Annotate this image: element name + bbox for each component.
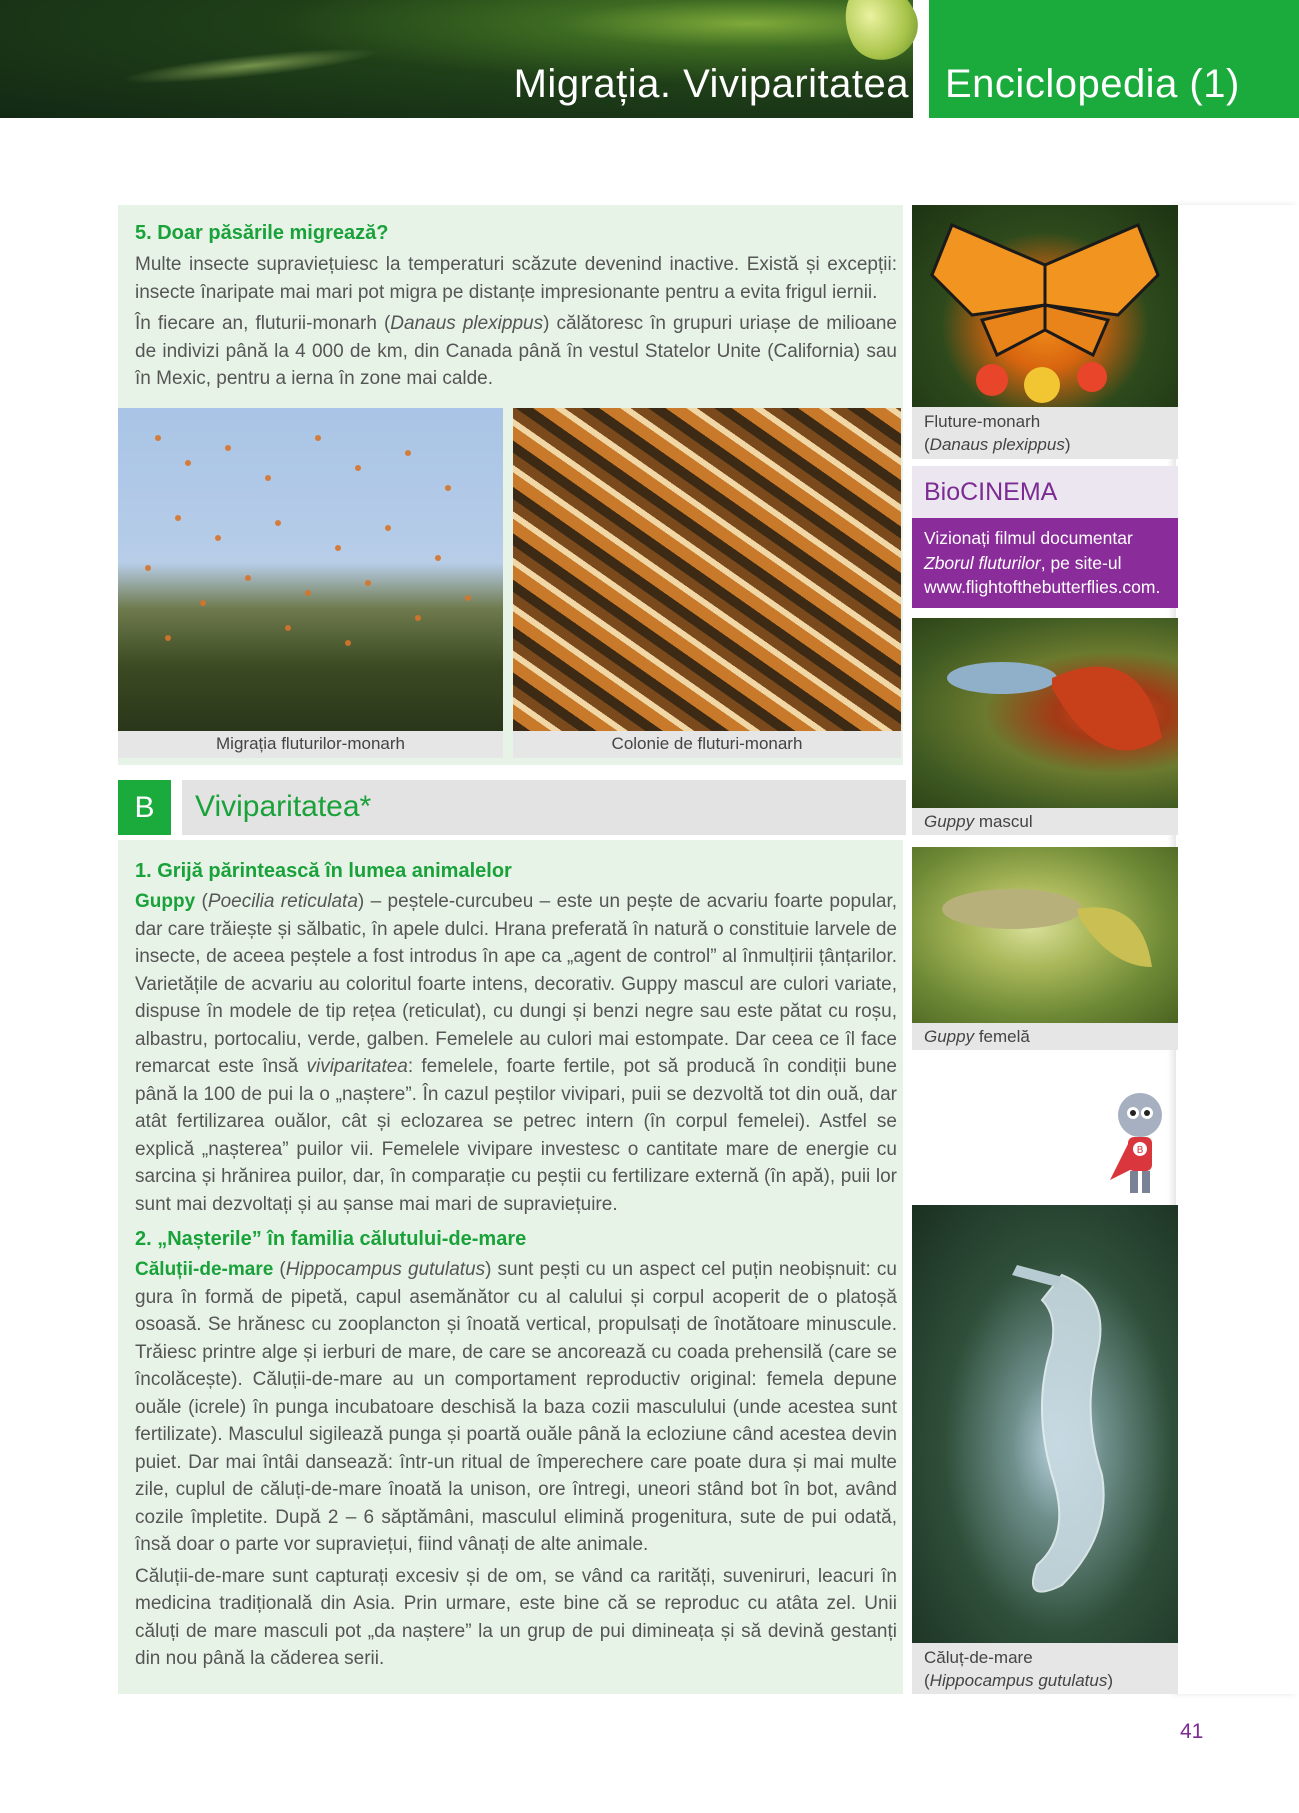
monarch-scientific-name: (Danaus plexippus) (924, 435, 1071, 454)
s1-text-part-b: : femelele, foarte fertile, pot să producă în condiții bune până la 100 de pui la o „naștere”. În cazul peștilor vivipari, puii se dezvoltă tot din ouă, dar atât fertilizarea ouălor, cât și eclozarea se petrec intern (în corpul femelei). Astfel se explică „nașterea” puilor vii. Femelele vivipare investesc o cantitate mare de energie cu sarcina și hrănirea puilor, dar, în comparație cu peștii cu fertilizare externă (în apă), puii lor sunt mai dezvoltați și au șanse mai mari de supraviețuire. (135, 1056, 897, 1215)
s2-paragraph-2: Căluții-de-mare sunt capturați excesiv și de om, se vând ca rarități, suveniruri, leacuri în medicina tradițională din Asia. Prin urmare, este bine că se reproduc cu atâta zel. Unii căluți de mare masculi pot „da naștere” la un grup de pui dimineața și să devină gestanți din nou până la căderea serii. (135, 1565, 897, 1669)
section-letter-box: B (118, 780, 171, 835)
seahorse-photo (912, 1205, 1178, 1643)
page-number: 41 (1180, 1720, 1204, 1743)
viviparity-term: viviparitatea (306, 1056, 408, 1077)
seahorse-illustration (912, 1205, 1178, 1643)
seahorse-species-name: Hippocampus gutulatus (285, 1259, 486, 1280)
page-edge-shadow (1176, 205, 1299, 1694)
leaf-decoration (831, 0, 928, 71)
male-guppy-caption (912, 808, 1178, 835)
question-5-heading: 5. Doar păsările migrează? (135, 222, 389, 244)
colony-caption: Colonie de fluturi-monarh (513, 731, 901, 758)
q5-paragraph-1: Multe insecte supraviețuiesc la temperaturi scăzute devenind inactive. Există și excepții: insecte înaripate mai mari pot migra pe distanțe impresionante pentru a evita frigul iernii. (135, 254, 897, 303)
guppy-f-italic: Guppy (924, 1027, 975, 1046)
q5-paragraph-2 (135, 310, 897, 393)
guppy-m-italic: Guppy (924, 812, 975, 831)
subsection-1-text: Guppy (Poecilia reticulata) – peștele-curcubeu – este un pește de acvariu foarte popular, dar care trăiește și sălbatic, în apele dulci. Hrana preferată în natură o constituie larvele de insecte, de aceea peștele a fost introdus în ape ca „agent de control” al înmulțirii țânțarilor. Varietățile de acvariu au coloritul foarte intens, decorativ. Guppy mascul are culori variate, dispuse în modele de tip rețea (reticulat), cu dungi și benzi negre sau este pătat cu roșu, albastru, portocaliu, verde, galben. Femelele au culori mai estompate. Dar ceea ce îl face remarcat este însă viviparitatea: femelele, foarte fertile, pot să producă în condiții bune până la 100 de pui la o „naștere”. În cazul peștilor vivipari, puii se dezvoltă tot din ouă, dar atât fertilizarea ouălor, cât și eclozarea se petrec intern (în corpul femelei). Astfel se explică „nașterea” puilor vii. Femelele vivipare investesc o cantitate mare de energie cu sarcina și hrănirea puilor, dar, în comparație cu peștii cu fertilizare externă (în apă), puii lor sunt mai dezvoltați și au șanse mai mari de supraviețuire. (135, 891, 897, 1215)
q5-species-name: Danaus plexippus (390, 313, 544, 334)
biocinema-title: BioCINEMA (912, 466, 1178, 518)
q5-p2-end: ) călătoresc în grupuri uriașe de milioane de indivizi până la 4 000 de km, din Canada până în vestul Statelor Unite (California) sau în Mexic, pentru a ierna în zone mai calde. (135, 313, 897, 389)
seahorse-common-name: Căluț-de-mare (924, 1648, 1033, 1667)
film-title: Zborul fluturilor (924, 552, 1041, 573)
monarch-species-italic: Danaus plexippus (929, 435, 1065, 454)
q5-p2-start: În fiecare an, fluturii-monarh ( (135, 313, 391, 334)
s1-text-part-a: – peștele-curcubeu – este un pește de acvariu foarte popular, dar care trăiește și sălbatic, în apele dulci. Hrana preferată în natură o constituie larvele de insecte, de aceea peștele a fost introdus în ape ca „agent de control” al înmulțirii țânțarilor. Varietățile de acvariu au coloritul foarte intens, decorativ. Guppy mascul are culori variate, dispuse în modele de tip rețea (reticulat), cu dungi și benzi negre sau este pătat cu roșu, albastru, portocaliu, verde, galben. Femelele au culori mai estompate. Dar ceea ce îl face remarcat este însă (135, 891, 897, 1077)
svg-text:B: B (1136, 1145, 1144, 1156)
female-guppy-photo (912, 847, 1178, 1023)
mascot-illustration (1100, 1085, 1180, 1205)
male-guppy-photo (912, 618, 1178, 808)
seahorse-species-italic: Hippocampus gutulatus (929, 1671, 1108, 1690)
monarch-colony-photo (513, 408, 901, 731)
female-guppy-caption (912, 1023, 1178, 1050)
biocinema-line-2-rest: , pe site-ul (1040, 552, 1122, 573)
guppy-f-rest: femelă (974, 1027, 1030, 1046)
biocinema-box (912, 518, 1178, 608)
subsection-1-heading: 1. Grijă părintească în lumea animalelor (135, 860, 512, 882)
biocinema-url[interactable]: www.flightofthebutterflies.com. (924, 577, 1161, 597)
seahorse-lead: Căluții-de-mare (135, 1259, 274, 1280)
subsection-2-text (135, 1256, 897, 1673)
migration-caption: Migrația fluturilor-monarh (118, 731, 503, 758)
guppy-lead: Guppy (135, 891, 196, 912)
monarch-butterfly-photo (912, 205, 1178, 407)
male-guppy-illustration (912, 618, 1178, 808)
section-heading: Viviparitatea* (195, 790, 372, 823)
biocinema-line-2 (924, 551, 1178, 576)
monarch-butterfly-illustration (912, 205, 1178, 407)
butterfly-swarm-illustration (118, 408, 503, 731)
guppy-m-rest: mascul (974, 812, 1033, 831)
guppy-species-name: Poecilia reticulata (207, 891, 358, 912)
s2-text-part-a: sunt pești cu un aspect cel puțin neobișnuit: cu gura în formă de pipetă, capul asemănător cu al calului și corpul acoperit de o platoșă osoasă. Se hrănesc cu zooplancton și înoată vertical, propulsați de înotătoare minuscule. Trăiesc printre alge și ierburi de mare, de care se ancorează cu coada prehensilă (care se încolăcește). Căluții-de-mare au un comportament reproductiv original: femela depune ouăle (icrele) în punga incubatoare deschisă la baza cozii masculului (unde acestea sunt fertilizate). Masculul sigilează punga și poartă ouăle până la ecloziune când acestea devin puiet. Dar mai întâi dansează: într-un ritual de împerechere care poate dura și mai multe zile, cuplul de căluți-de-mare înoată la unison, ore întregi, uneori stând bot în bot, având cozile împletite. După 2 – 6 săptămâni, masculul elimină progenitura, sute de pui odată, însă doar o parte vor supraviețui, fiind vânați de alte animale. (135, 1259, 897, 1555)
light-streak-decoration (120, 41, 381, 90)
monarch-caption (912, 407, 1178, 459)
monarch-migration-photo (118, 408, 503, 731)
monarch-common-name: Fluture-monarh (924, 412, 1041, 431)
question-5-text (135, 251, 897, 393)
chapter-title: Migrația. Viviparitatea (513, 62, 909, 106)
s2-paragraph-1: Căluții-de-mare (Hippocampus gutulatus) sunt pești cu un aspect cel puțin neobișnuit: cu gura în formă de pipetă, capul asemănător cu al calului și corpul acoperit de o platoșă osoasă. Se hrănesc cu zooplancton și înoată vertical, propulsați de înotătoare minuscule. Trăiesc printre alge și ierburi de mare, de care se ancorează cu coada prehensilă (care se încolăcește). Căluții-de-mare au un comportament reproductiv original: femela depune ouăle (icrele) în punga incubatoare deschisă la baza cozii masculului (unde acestea sunt fertilizate). Masculul sigilează punga și poartă ouăle până la ecloziune când acestea devin puiet. Dar mai întâi dansează: într-un ritual de împerechere care poate dura și mai multe zile, cuplul de căluți-de-mare înoată la unison, ore întregi, uneori stând bot în bot, având cozile împletite. După 2 – 6 săptămâni, masculul elimină progenitura, sute de pui odată, însă doar o parte vor supraviețui, fiind vânați de alte animale. (135, 1259, 897, 1555)
biocinema-line-1: Vizionați filmul documentar (924, 528, 1133, 548)
subsection-2-heading: 2. „Nașterile” în familia călutului-de-mare (135, 1228, 527, 1250)
section-tab-title: Enciclopedia (1) (945, 62, 1240, 106)
seahorse-scientific-name: (Hippocampus gutulatus) (924, 1671, 1114, 1690)
female-guppy-illustration (912, 847, 1178, 1023)
seahorse-caption (912, 1643, 1178, 1694)
superhero-mascot-icon (1100, 1085, 1180, 1205)
